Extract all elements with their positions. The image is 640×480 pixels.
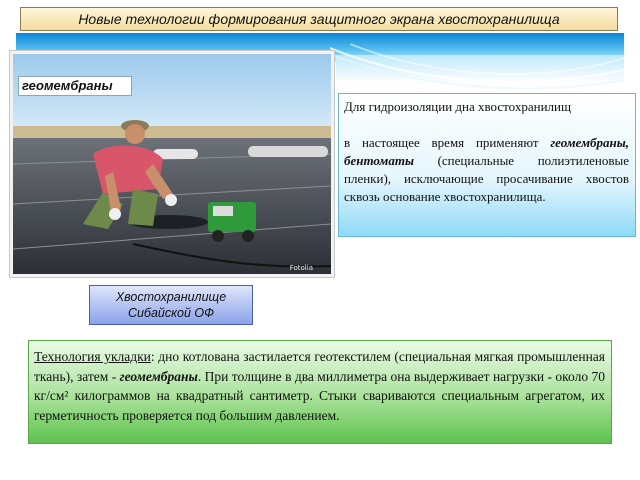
caption-line-2: Сибайской ОФ bbox=[127, 306, 215, 320]
slide-title: Новые технологии формирования защитного экрана хвостохранилища bbox=[20, 7, 618, 31]
photo-caption bbox=[89, 285, 253, 325]
info-text-before: в настоящее время применяют bbox=[344, 135, 551, 150]
caption-line-1: Хвостохранилище bbox=[115, 290, 227, 304]
info-text-after: (специальные полиэтиленовые пленки), исключающие просачивание хвостов сквозь основание хвостохранилища. bbox=[344, 153, 629, 204]
info-term-bentomats: бентоматы bbox=[344, 153, 414, 168]
info-line-1: Для гидроизоляции дна хвостохранилищ bbox=[344, 99, 571, 114]
geomembrane-tag: геомембраны bbox=[18, 76, 132, 96]
technology-text-1: : дно котлована застилается геотекстилем (специальная мягкая промышленная ткань), затем - bbox=[34, 349, 605, 384]
technology-term: геомембраны bbox=[119, 368, 198, 384]
technology-box bbox=[28, 340, 612, 444]
technology-text-2: . При толщине в два миллиметра она выдерживает нагрузки - около 70 кг/см² килограммов на квадратный сантиметр. Стыки свариваются специальным агрегатом, их герметичность проверяется под большим давлением. bbox=[34, 368, 606, 423]
info-box bbox=[338, 93, 636, 237]
photo-watermark: Fotolia bbox=[289, 264, 313, 272]
technology-label: Технология укладки bbox=[34, 349, 151, 364]
info-paragraph bbox=[344, 134, 629, 206]
decorative-swoosh bbox=[330, 40, 624, 100]
info-term-geomembranes: геомембраны, bbox=[550, 135, 629, 150]
